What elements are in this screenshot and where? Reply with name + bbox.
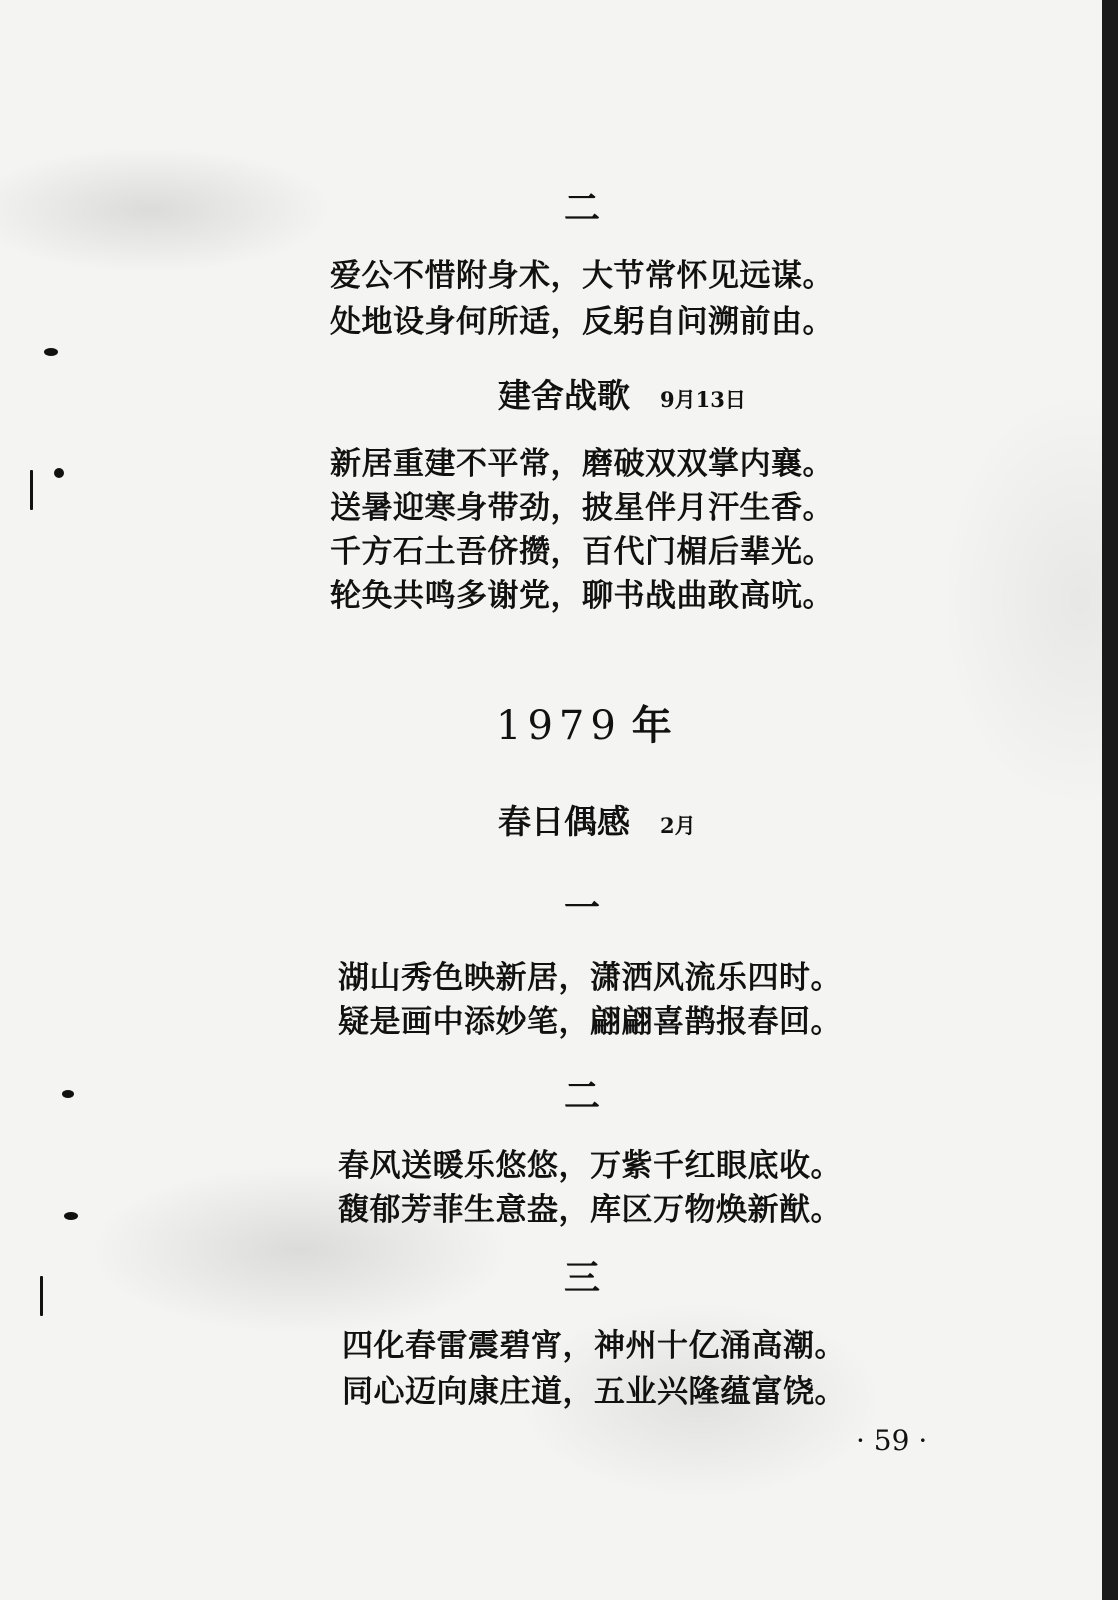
poem-title-text: 建舍战歌: [498, 376, 630, 415]
poem-line: 爱公不惜附身术，大节常怀见远谋。: [330, 258, 834, 294]
poem-title-text: 春日偶感: [498, 802, 630, 841]
poem-line: 馥郁芳菲生意盎，库区万物焕新猷。: [338, 1192, 842, 1228]
scan-speck: [62, 1090, 74, 1098]
poem-line: 四化春雷震碧宵，神州十亿涌高潮。: [342, 1328, 846, 1364]
poem-line: 春风送暖乐悠悠，万紫千红眼底收。: [338, 1148, 842, 1184]
year-number: 1979: [496, 703, 622, 749]
poem-date: 9月13日: [660, 387, 746, 412]
poem-line: 千方石土吾侪攒，百代门楣后辈光。: [330, 534, 834, 570]
poem-line: 湖山秀色映新居，潇洒风流乐四时。: [338, 960, 842, 996]
scan-speck: [30, 470, 33, 510]
poem-line: 轮奂共鸣多谢党，聊书战曲敢高吭。: [330, 578, 834, 614]
scan-edge-shadow: [1102, 0, 1118, 1600]
scan-speck: [40, 1276, 43, 1316]
poem-title: [498, 370, 746, 417]
poem-line: 新居重建不平常，磨破双双掌内襄。: [330, 446, 834, 482]
scan-speck: [64, 1212, 78, 1220]
year-heading: [496, 694, 672, 751]
section-number-two: 二: [563, 187, 600, 229]
section-number-one: 一: [563, 887, 600, 929]
section-number-three: 三: [563, 1257, 600, 1299]
poem-date: 2月: [660, 813, 696, 838]
poem-line: 同心迈向康庄道，五业兴隆蕴富饶。: [342, 1374, 846, 1410]
poem-line: 处地设身何所适，反躬自问溯前由。: [330, 304, 834, 340]
section-number-two: 二: [563, 1075, 600, 1117]
year-suffix: 年: [631, 702, 672, 749]
scan-speck: [44, 348, 58, 356]
page-number: · 59 ·: [856, 1424, 928, 1457]
poem-line: 送暑迎寒身带劲，披星伴月汗生香。: [330, 490, 834, 526]
poem-title: [498, 796, 696, 843]
poem-line: 疑是画中添妙笔，翩翩喜鹊报春回。: [338, 1004, 842, 1040]
scan-speck: [54, 468, 64, 478]
